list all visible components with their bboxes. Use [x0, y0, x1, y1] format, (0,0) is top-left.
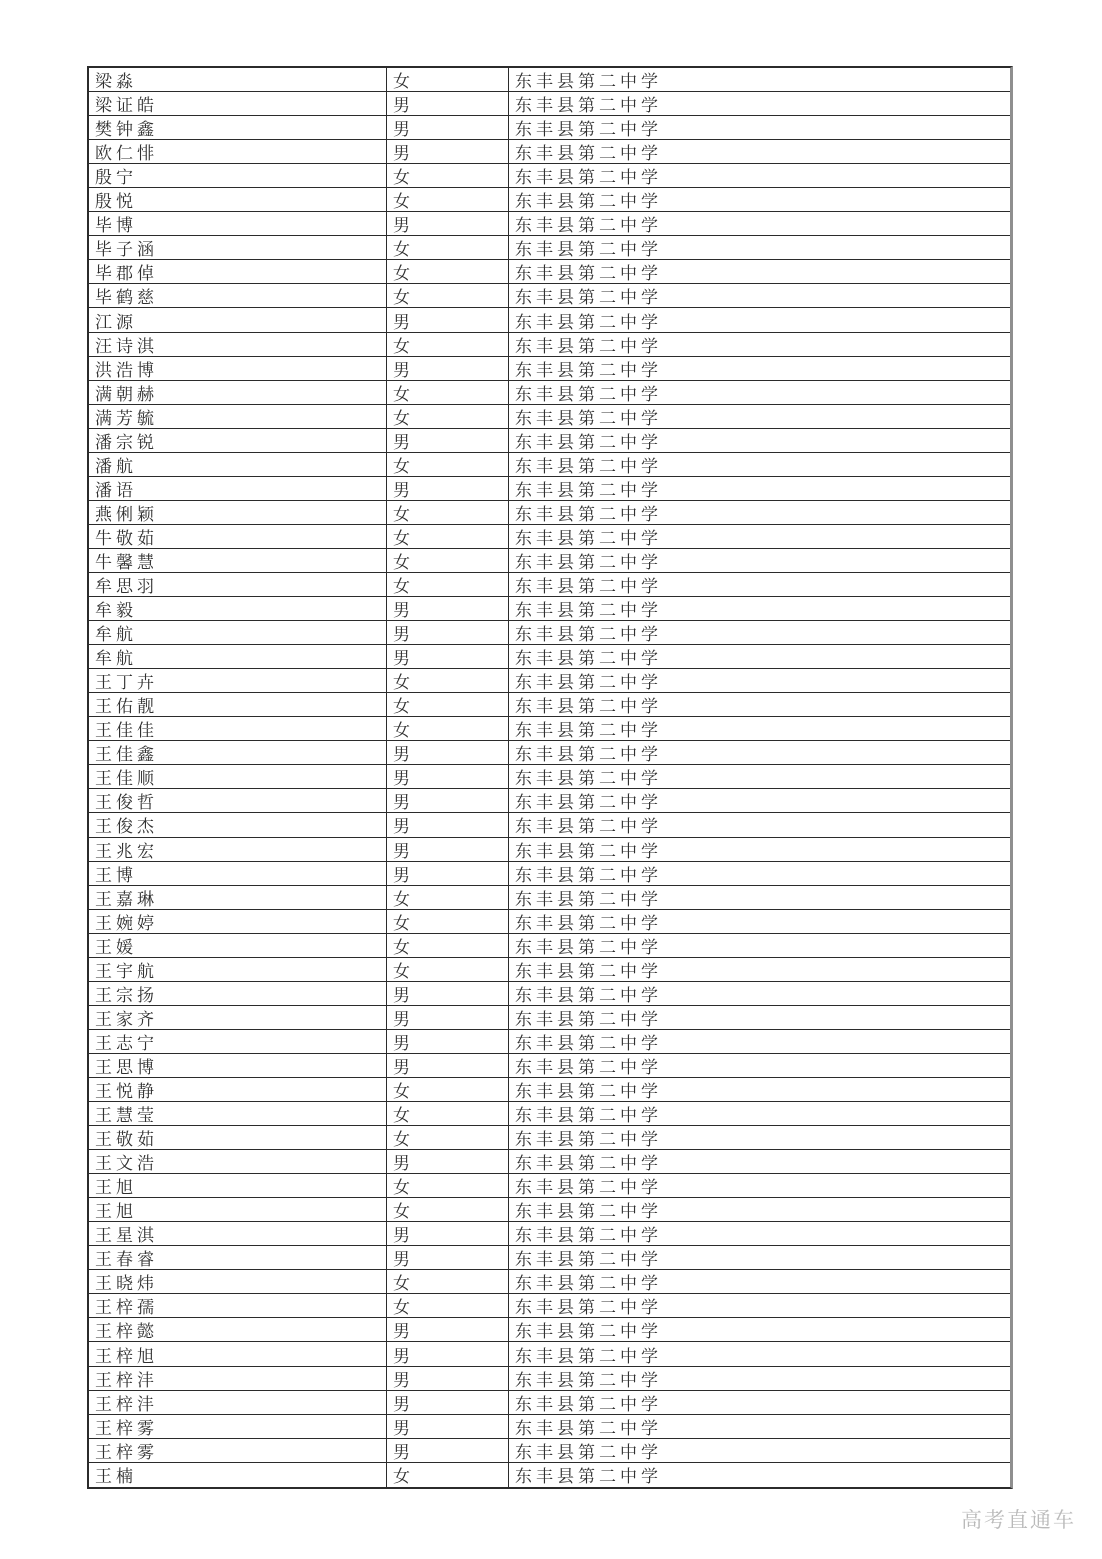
school-cell: 东丰县第二中学: [515, 312, 662, 332]
table-row: [89, 765, 1010, 789]
gender-cell: 男: [387, 765, 509, 788]
gender-cell: 女: [387, 68, 509, 91]
school-cell: 东丰县第二中学: [515, 625, 662, 645]
gender-cell: 女: [387, 1294, 509, 1317]
table-row: [89, 116, 1010, 140]
table-row: [89, 429, 1010, 453]
gender-cell: 女: [387, 958, 509, 981]
gender-cell: 男: [387, 92, 509, 115]
school-cell: 东丰县第二中学: [515, 528, 662, 548]
school-cell: 东丰县第二中学: [515, 1418, 662, 1438]
table-row: [89, 549, 1010, 573]
table-row: [89, 645, 1010, 669]
table-row: [89, 1102, 1010, 1126]
name-cell: 燕俐颖: [89, 501, 387, 524]
gender-cell: 男: [387, 1006, 509, 1029]
school-cell: 东丰县第二中学: [515, 168, 662, 188]
name-cell: 王媛: [89, 934, 387, 957]
school-cell: 东丰县第二中学: [515, 1226, 662, 1246]
school-cell: 东丰县第二中学: [515, 841, 662, 861]
name-cell: 牟航: [89, 621, 387, 644]
gender-cell: 女: [387, 549, 509, 572]
table-row: [89, 982, 1010, 1006]
gender-cell: 男: [387, 1030, 509, 1053]
school-cell: 东丰县第二中学: [515, 552, 662, 572]
school-cell: 东丰县第二中学: [515, 144, 662, 164]
name-cell: 王梓雾: [89, 1415, 387, 1438]
name-cell: 王佳顺: [89, 765, 387, 788]
name-cell: 梁淼: [89, 68, 387, 91]
gender-cell: 女: [387, 886, 509, 909]
table-row: [89, 333, 1010, 357]
name-cell: 王俊杰: [89, 813, 387, 836]
name-cell: 王宇航: [89, 958, 387, 981]
name-cell: 牛馨慧: [89, 549, 387, 572]
gender-cell: 女: [387, 1270, 509, 1293]
school-cell: 东丰县第二中学: [515, 1154, 662, 1174]
school-cell: 东丰县第二中学: [515, 240, 662, 260]
school-cell: 东丰县第二中学: [515, 1106, 662, 1126]
gender-cell: 男: [387, 140, 509, 163]
table-row: [89, 1126, 1010, 1150]
name-cell: 王家齐: [89, 1006, 387, 1029]
name-cell: 王旭: [89, 1198, 387, 1221]
school-cell: 东丰县第二中学: [515, 432, 662, 452]
school-cell: 东丰县第二中学: [515, 649, 662, 669]
gender-cell: 男: [387, 308, 509, 331]
table-row: [89, 669, 1010, 693]
name-cell: 江源: [89, 308, 387, 331]
gender-cell: 女: [387, 236, 509, 259]
school-cell: 东丰县第二中学: [515, 480, 662, 500]
table-row: [89, 284, 1010, 308]
name-cell: 王博: [89, 862, 387, 885]
name-cell: 潘宗锐: [89, 429, 387, 452]
school-cell: 东丰县第二中学: [515, 1009, 662, 1029]
school-cell: 东丰县第二中学: [515, 1082, 662, 1101]
table-row: [89, 789, 1010, 813]
table-row: [89, 573, 1010, 597]
name-cell: 牟航: [89, 645, 387, 668]
table-row: [89, 477, 1010, 501]
table-row: [89, 1463, 1010, 1487]
gender-cell: 女: [387, 1102, 509, 1125]
name-cell: 牟毅: [89, 597, 387, 620]
table-row: [89, 1367, 1010, 1391]
name-cell: 满朝赫: [89, 381, 387, 404]
gender-cell: 男: [387, 1222, 509, 1245]
name-cell: 王佳佳: [89, 717, 387, 740]
school-cell: 东丰县第二中学: [515, 408, 662, 428]
table-row: [89, 308, 1010, 332]
name-cell: 王思博: [89, 1054, 387, 1077]
gender-cell: 女: [387, 164, 509, 187]
school-cell: 东丰县第二中学: [515, 360, 662, 380]
table-row: [89, 741, 1010, 765]
school-cell: 东丰县第二中学: [515, 264, 662, 284]
name-cell: 汪诗淇: [89, 333, 387, 356]
school-cell: 东丰县第二中学: [515, 192, 662, 212]
name-cell: 王梓孺: [89, 1294, 387, 1317]
table-row: [89, 501, 1010, 525]
name-cell: 王悦静: [89, 1078, 387, 1101]
name-cell: 王星淇: [89, 1222, 387, 1245]
gender-cell: 女: [387, 453, 509, 476]
school-cell: 东丰县第二中学: [515, 865, 662, 885]
school-cell: 东丰县第二中学: [515, 1370, 662, 1390]
school-cell: 东丰县第二中学: [515, 384, 662, 404]
school-cell: 东丰县第二中学: [515, 577, 662, 597]
school-cell: 东丰县第二中学: [515, 1057, 662, 1077]
school-cell: 东丰县第二中学: [515, 937, 662, 957]
name-cell: 毕鹤慈: [89, 284, 387, 307]
gender-cell: 女: [387, 284, 509, 307]
name-cell: 牟思羽: [89, 573, 387, 596]
gender-cell: 女: [387, 573, 509, 596]
gender-cell: 男: [387, 1150, 509, 1173]
name-cell: 樊钟鑫: [89, 116, 387, 139]
name-cell: 王敬茹: [89, 1126, 387, 1149]
table-row: [89, 1198, 1010, 1222]
table-row: [89, 597, 1010, 621]
school-cell: 东丰县第二中学: [515, 1322, 662, 1342]
gender-cell: 女: [387, 934, 509, 957]
name-cell: 王佳鑫: [89, 741, 387, 764]
gender-cell: 男: [387, 116, 509, 139]
table-row: [89, 212, 1010, 236]
gender-cell: 女: [387, 717, 509, 740]
name-cell: 王晓炜: [89, 1270, 387, 1293]
watermark-text: 高考直通车: [961, 1509, 1076, 1532]
school-cell: 东丰县第二中学: [515, 913, 662, 933]
gender-cell: 女: [387, 501, 509, 524]
gender-cell: 男: [387, 813, 509, 836]
table-row: [89, 164, 1010, 188]
gender-cell: 女: [387, 1198, 509, 1221]
name-cell: 毕子涵: [89, 236, 387, 259]
table-row: [89, 1439, 1010, 1463]
gender-cell: 男: [387, 1391, 509, 1414]
school-cell: 东丰县第二中学: [515, 745, 662, 765]
gender-cell: 女: [387, 1078, 509, 1101]
name-cell: 王梓雾: [89, 1439, 387, 1462]
table-row: [89, 260, 1010, 284]
gender-cell: 女: [387, 910, 509, 933]
school-cell: 东丰县第二中学: [515, 721, 662, 741]
gender-cell: 男: [387, 789, 509, 812]
table-row: [89, 910, 1010, 934]
school-cell: 东丰县第二中学: [515, 1298, 662, 1318]
gender-cell: 男: [387, 1318, 509, 1341]
gender-cell: 男: [387, 645, 509, 668]
name-cell: 王志宁: [89, 1030, 387, 1053]
table-row: [89, 1294, 1010, 1318]
table-row: [89, 1246, 1010, 1270]
school-cell: 东丰县第二中学: [515, 1346, 662, 1366]
school-cell: 东丰县第二中学: [515, 1130, 662, 1150]
school-cell: 东丰县第二中学: [515, 336, 662, 356]
gender-cell: 女: [387, 1463, 509, 1487]
school-cell: 东丰县第二中学: [515, 1467, 662, 1487]
school-cell: 东丰县第二中学: [515, 216, 662, 236]
name-cell: 殷宁: [89, 164, 387, 187]
school-cell: 东丰县第二中学: [515, 673, 662, 693]
name-cell: 王宗扬: [89, 982, 387, 1005]
school-cell: 东丰县第二中学: [515, 793, 662, 813]
name-cell: 满芳毓: [89, 405, 387, 428]
school-cell: 东丰县第二中学: [515, 1033, 662, 1053]
table-row: [89, 381, 1010, 405]
name-cell: 王春睿: [89, 1246, 387, 1269]
gender-cell: 男: [387, 621, 509, 644]
table-row: [89, 1342, 1010, 1366]
name-cell: 王婉婷: [89, 910, 387, 933]
table-row: [89, 1006, 1010, 1030]
table-row: [89, 1174, 1010, 1198]
school-cell: 东丰县第二中学: [515, 120, 662, 140]
table-body: [89, 68, 1010, 1487]
school-cell: 东丰县第二中学: [515, 1442, 662, 1462]
name-cell: 王梓懿: [89, 1318, 387, 1341]
gender-cell: 男: [387, 1054, 509, 1077]
table-row: [89, 934, 1010, 958]
name-cell: 牛敬茹: [89, 525, 387, 548]
table-row: [89, 140, 1010, 164]
gender-cell: 女: [387, 333, 509, 356]
table-row: [89, 405, 1010, 429]
name-cell: 王丁卉: [89, 669, 387, 692]
table-row: [89, 1150, 1010, 1174]
table-row: [89, 886, 1010, 910]
table-row: [89, 1030, 1010, 1054]
name-cell: 毕郡倬: [89, 260, 387, 283]
gender-cell: 女: [387, 405, 509, 428]
school-cell: 东丰县第二中学: [515, 601, 662, 621]
table-row: [89, 357, 1010, 381]
table-row: [89, 236, 1010, 260]
name-cell: 王旭: [89, 1174, 387, 1197]
name-cell: 洪浩博: [89, 357, 387, 380]
table-row: [89, 693, 1010, 717]
table-row: [89, 1415, 1010, 1439]
school-cell: 东丰县第二中学: [515, 769, 662, 789]
name-cell: 潘语: [89, 477, 387, 500]
gender-cell: 女: [387, 525, 509, 548]
gender-cell: 男: [387, 982, 509, 1005]
table-row: [89, 1222, 1010, 1246]
table-row: [89, 525, 1010, 549]
gender-cell: 女: [387, 1174, 509, 1197]
name-cell: 潘航: [89, 453, 387, 476]
gender-cell: 男: [387, 741, 509, 764]
table-row: [89, 1078, 1010, 1102]
table-row: [89, 453, 1010, 477]
gender-cell: 男: [387, 1367, 509, 1390]
table-row: [89, 1391, 1010, 1415]
gender-cell: 男: [387, 597, 509, 620]
school-cell: 东丰县第二中学: [515, 1202, 662, 1222]
school-cell: 东丰县第二中学: [515, 1274, 662, 1294]
school-cell: 东丰县第二中学: [515, 817, 662, 837]
name-cell: 王兆宏: [89, 838, 387, 861]
gender-cell: 男: [387, 212, 509, 235]
table-row: [89, 838, 1010, 862]
name-cell: 王嘉琳: [89, 886, 387, 909]
gender-cell: 男: [387, 429, 509, 452]
table-row: [89, 1054, 1010, 1078]
table-row: [89, 717, 1010, 741]
name-cell: 王慧莹: [89, 1102, 387, 1125]
gender-cell: 女: [387, 1126, 509, 1149]
school-cell: 东丰县第二中学: [515, 697, 662, 717]
gender-cell: 男: [387, 1415, 509, 1438]
name-cell: 王俊哲: [89, 789, 387, 812]
school-cell: 东丰县第二中学: [515, 1178, 662, 1198]
gender-cell: 女: [387, 188, 509, 211]
school-cell: 东丰县第二中学: [515, 96, 662, 116]
name-cell: 王梓旭: [89, 1342, 387, 1365]
name-cell: 王佑靓: [89, 693, 387, 716]
name-cell: 王梓沣: [89, 1391, 387, 1414]
gender-cell: 男: [387, 477, 509, 500]
name-cell: 梁证皓: [89, 92, 387, 115]
name-cell: 王文浩: [89, 1150, 387, 1173]
name-cell: 王楠: [89, 1463, 387, 1487]
school-cell: 东丰县第二中学: [515, 72, 662, 92]
table-row: [89, 92, 1010, 116]
school-cell: 东丰县第二中学: [515, 1250, 662, 1270]
table-row: [89, 958, 1010, 982]
table-row: [89, 1318, 1010, 1342]
school-cell: 东丰县第二中学: [515, 456, 662, 476]
name-cell: 殷悦: [89, 188, 387, 211]
gender-cell: 女: [387, 669, 509, 692]
gender-cell: 男: [387, 1246, 509, 1269]
gender-cell: 女: [387, 693, 509, 716]
gender-cell: 男: [387, 1439, 509, 1462]
table-row: [89, 68, 1010, 92]
school-cell: 东丰县第二中学: [515, 961, 662, 981]
school-cell: 东丰县第二中学: [515, 985, 662, 1005]
gender-cell: 男: [387, 838, 509, 861]
table-row: [89, 1270, 1010, 1294]
school-cell: 东丰县第二中学: [515, 288, 662, 308]
school-cell: 东丰县第二中学: [515, 504, 662, 524]
name-cell: 王梓沣: [89, 1367, 387, 1390]
name-cell: 欧仁悱: [89, 140, 387, 163]
gender-cell: 女: [387, 260, 509, 283]
table-row: [89, 621, 1010, 645]
table-row: [89, 188, 1010, 212]
gender-cell: 男: [387, 862, 509, 885]
table-row: [89, 813, 1010, 837]
school-cell: 东丰县第二中学: [515, 889, 662, 909]
student-roster-table: [87, 66, 1013, 1489]
name-cell: 毕博: [89, 212, 387, 235]
school-cell: 东丰县第二中学: [515, 1394, 662, 1414]
gender-cell: 女: [387, 381, 509, 404]
table-row: [89, 862, 1010, 886]
gender-cell: 男: [387, 357, 509, 380]
gender-cell: 男: [387, 1342, 509, 1365]
